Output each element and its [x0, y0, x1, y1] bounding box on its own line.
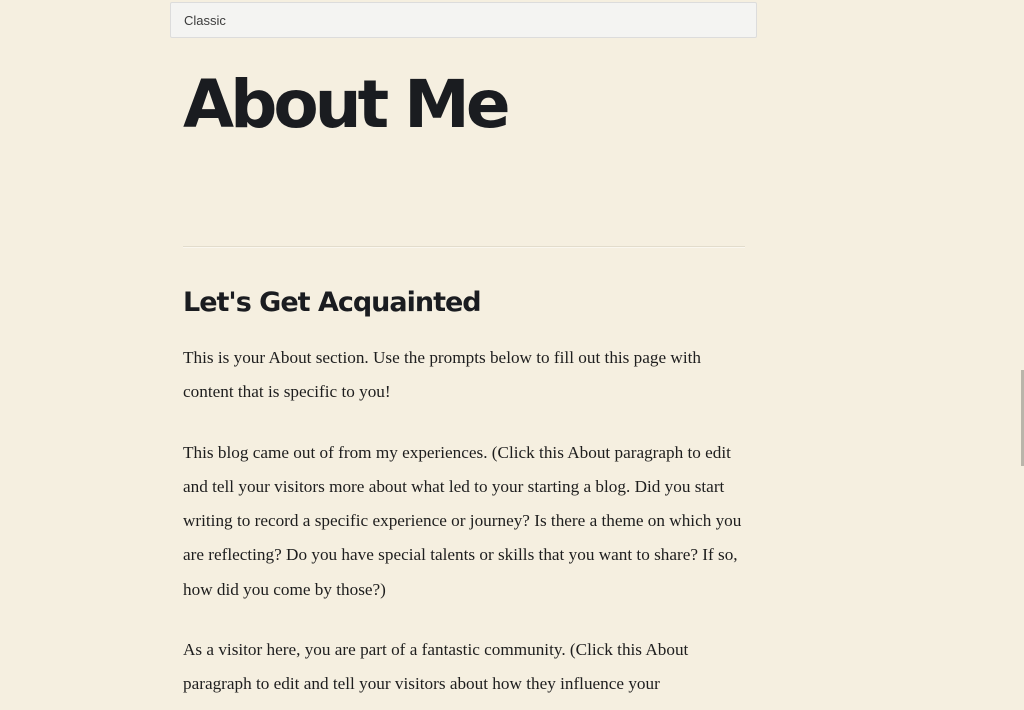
paragraph-intro[interactable]: This is your About section. Use the prompts below to fill out this page with content that is specific to you!: [183, 348, 701, 402]
section-heading[interactable]: Let's Get Acquainted: [183, 287, 481, 318]
paragraph-blog-origin[interactable]: This blog came out of from my experiences. (Click this About paragraph to edit and tell your visitors more about what led to your starting a blog. Did you start writing to record a specific experience or journey? Is there a theme on which you are reflecting? Do you have special talents or skills that you want to share? If so, how did you come by those?): [183, 442, 742, 599]
editor-content[interactable]: [183, 284, 753, 710]
block-type-label: Classic: [184, 12, 226, 28]
classic-block-toolbar[interactable]: [170, 2, 757, 38]
separator-line: [183, 246, 745, 248]
page-title[interactable]: About Me: [183, 66, 507, 143]
paragraph-community[interactable]: As a visitor here, you are part of a fantastic community. (Click this About paragraph to edit and tell your visitors about how they influence your: [183, 640, 689, 694]
